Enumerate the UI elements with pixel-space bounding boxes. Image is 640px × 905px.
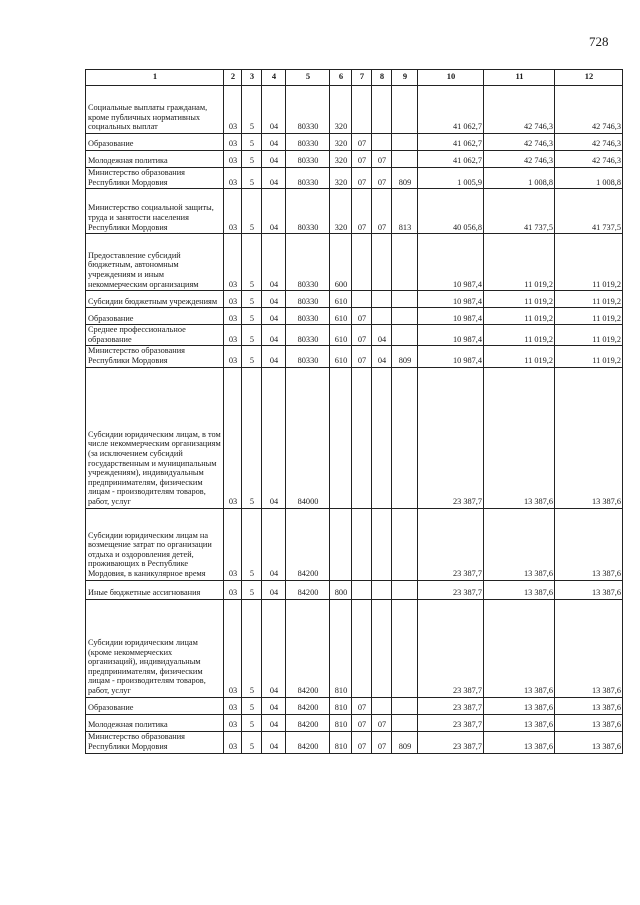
row-value-cell: 610 xyxy=(330,346,352,367)
row-value-cell: 5 xyxy=(242,346,262,367)
row-value-cell xyxy=(352,599,372,697)
row-value-cell: 80330 xyxy=(286,325,330,346)
row-value-cell: 11 019,2 xyxy=(484,234,555,291)
row-value-cell: 11 019,2 xyxy=(555,291,623,308)
row-value-cell: 80330 xyxy=(286,308,330,325)
row-value-cell: 11 019,2 xyxy=(555,325,623,346)
row-value-cell: 03 xyxy=(224,234,242,291)
row-value-cell: 809 xyxy=(392,168,418,189)
row-name-cell: Образование xyxy=(86,134,224,151)
row-value-cell: 07 xyxy=(352,731,372,753)
row-name-cell: Образование xyxy=(86,697,224,714)
row-value-cell: 1 008,8 xyxy=(484,168,555,189)
row-value-cell: 13 387,6 xyxy=(484,697,555,714)
column-header: 12 xyxy=(555,70,623,86)
row-value-cell: 07 xyxy=(372,168,392,189)
row-value-cell xyxy=(392,86,418,134)
row-value-cell: 810 xyxy=(330,714,352,731)
table-row xyxy=(86,168,623,189)
row-value-cell: 42 746,3 xyxy=(484,86,555,134)
row-value-cell: 04 xyxy=(262,325,286,346)
row-value-cell: 42 746,3 xyxy=(555,151,623,168)
row-value-cell xyxy=(392,580,418,599)
row-value-cell: 10 987,4 xyxy=(418,346,484,367)
table-row xyxy=(86,308,623,325)
row-value-cell: 5 xyxy=(242,580,262,599)
row-value-cell: 04 xyxy=(262,234,286,291)
row-value-cell xyxy=(372,86,392,134)
row-value-cell: 03 xyxy=(224,580,242,599)
row-value-cell: 42 746,3 xyxy=(484,134,555,151)
row-value-cell: 80330 xyxy=(286,346,330,367)
row-value-cell xyxy=(372,308,392,325)
row-value-cell: 11 019,2 xyxy=(484,308,555,325)
row-value-cell: 04 xyxy=(262,86,286,134)
column-header: 8 xyxy=(372,70,392,86)
row-value-cell: 04 xyxy=(372,346,392,367)
row-value-cell: 13 387,6 xyxy=(555,697,623,714)
row-value-cell: 320 xyxy=(330,151,352,168)
row-value-cell: 5 xyxy=(242,697,262,714)
row-value-cell: 03 xyxy=(224,599,242,697)
row-value-cell: 13 387,6 xyxy=(484,367,555,508)
row-value-cell: 07 xyxy=(352,325,372,346)
row-value-cell xyxy=(392,697,418,714)
row-value-cell: 23 387,7 xyxy=(418,580,484,599)
row-value-cell: 04 xyxy=(262,346,286,367)
row-value-cell: 07 xyxy=(352,346,372,367)
row-value-cell: 07 xyxy=(372,151,392,168)
row-value-cell xyxy=(372,599,392,697)
column-header: 5 xyxy=(286,70,330,86)
row-value-cell: 23 387,7 xyxy=(418,508,484,580)
row-value-cell: 03 xyxy=(224,168,242,189)
row-value-cell: 23 387,7 xyxy=(418,714,484,731)
row-name-cell: Субсидии юридическим лицам на возмещение затрат по организации отдыха и оздоровления детей, проживающих в Республике Мордовия, в каникулярное время xyxy=(86,508,224,580)
row-name-cell: Субсидии юридическим лицам (кроме некоммерческих организаций), индивидуальным предпринимателям, физическим лицам - производителям товаров, работ, услуг xyxy=(86,599,224,697)
column-header: 6 xyxy=(330,70,352,86)
row-value-cell: 11 019,2 xyxy=(555,346,623,367)
row-value-cell: 04 xyxy=(262,189,286,234)
row-value-cell xyxy=(392,325,418,346)
row-value-cell: 41 062,7 xyxy=(418,86,484,134)
row-value-cell: 04 xyxy=(262,291,286,308)
row-value-cell: 07 xyxy=(352,168,372,189)
row-value-cell: 80330 xyxy=(286,134,330,151)
row-value-cell: 84000 xyxy=(286,367,330,508)
row-value-cell: 80330 xyxy=(286,189,330,234)
row-value-cell: 11 019,2 xyxy=(484,325,555,346)
row-value-cell: 80330 xyxy=(286,168,330,189)
row-value-cell: 41 737,5 xyxy=(555,189,623,234)
row-value-cell xyxy=(392,151,418,168)
row-value-cell xyxy=(392,714,418,731)
row-value-cell: 13 387,6 xyxy=(484,731,555,753)
row-value-cell xyxy=(372,508,392,580)
table-row xyxy=(86,325,623,346)
row-value-cell: 04 xyxy=(262,731,286,753)
table-row xyxy=(86,580,623,599)
row-value-cell: 11 019,2 xyxy=(555,234,623,291)
row-value-cell xyxy=(392,599,418,697)
row-value-cell xyxy=(392,291,418,308)
table-row xyxy=(86,599,623,697)
row-value-cell: 03 xyxy=(224,308,242,325)
row-value-cell: 610 xyxy=(330,325,352,346)
row-value-cell: 810 xyxy=(330,697,352,714)
row-value-cell: 810 xyxy=(330,731,352,753)
row-value-cell xyxy=(372,580,392,599)
row-value-cell: 41 062,7 xyxy=(418,134,484,151)
row-value-cell xyxy=(330,367,352,508)
row-name-cell: Предоставление субсидий бюджетным, автономным учреждениям и иным некоммерческим организациям xyxy=(86,234,224,291)
row-value-cell: 809 xyxy=(392,346,418,367)
row-value-cell: 04 xyxy=(262,367,286,508)
row-value-cell xyxy=(352,580,372,599)
row-value-cell: 5 xyxy=(242,291,262,308)
row-value-cell: 10 987,4 xyxy=(418,308,484,325)
row-value-cell: 07 xyxy=(352,134,372,151)
row-value-cell: 23 387,7 xyxy=(418,599,484,697)
row-value-cell: 04 xyxy=(262,151,286,168)
column-header: 11 xyxy=(484,70,555,86)
table-row xyxy=(86,134,623,151)
column-header: 9 xyxy=(392,70,418,86)
row-name-cell: Министерство социальной защиты, труда и занятости населения Республики Мордовия xyxy=(86,189,224,234)
row-value-cell: 13 387,6 xyxy=(484,580,555,599)
row-value-cell: 80330 xyxy=(286,151,330,168)
row-value-cell xyxy=(352,508,372,580)
row-value-cell: 11 019,2 xyxy=(555,308,623,325)
table-row xyxy=(86,346,623,367)
row-value-cell: 813 xyxy=(392,189,418,234)
table-row xyxy=(86,508,623,580)
table-row xyxy=(86,151,623,168)
row-value-cell xyxy=(372,291,392,308)
column-header: 4 xyxy=(262,70,286,86)
row-value-cell: 04 xyxy=(262,599,286,697)
row-value-cell: 03 xyxy=(224,134,242,151)
table-row xyxy=(86,189,623,234)
row-name-cell: Молодежная политика xyxy=(86,151,224,168)
row-value-cell: 5 xyxy=(242,599,262,697)
row-value-cell xyxy=(372,697,392,714)
column-header: 3 xyxy=(242,70,262,86)
row-name-cell: Социальные выплаты гражданам, кроме публичных нормативных социальных выплат xyxy=(86,86,224,134)
row-value-cell: 03 xyxy=(224,367,242,508)
row-value-cell: 03 xyxy=(224,714,242,731)
row-value-cell xyxy=(352,234,372,291)
row-value-cell: 41 062,7 xyxy=(418,151,484,168)
row-value-cell: 04 xyxy=(262,697,286,714)
table-body xyxy=(86,86,623,754)
row-value-cell: 07 xyxy=(352,714,372,731)
row-value-cell: 5 xyxy=(242,508,262,580)
row-value-cell: 84200 xyxy=(286,697,330,714)
row-value-cell: 5 xyxy=(242,168,262,189)
row-value-cell xyxy=(392,134,418,151)
row-value-cell: 03 xyxy=(224,697,242,714)
row-value-cell xyxy=(392,508,418,580)
row-value-cell: 04 xyxy=(262,508,286,580)
row-value-cell: 13 387,6 xyxy=(484,508,555,580)
table-row xyxy=(86,731,623,753)
row-value-cell: 1 005,9 xyxy=(418,168,484,189)
row-value-cell xyxy=(392,367,418,508)
row-value-cell: 5 xyxy=(242,234,262,291)
row-value-cell: 13 387,6 xyxy=(555,580,623,599)
row-value-cell: 80330 xyxy=(286,234,330,291)
row-value-cell: 10 987,4 xyxy=(418,291,484,308)
row-value-cell: 04 xyxy=(262,168,286,189)
row-value-cell: 04 xyxy=(372,325,392,346)
row-value-cell: 03 xyxy=(224,151,242,168)
row-value-cell: 600 xyxy=(330,234,352,291)
row-value-cell: 11 019,2 xyxy=(484,291,555,308)
row-value-cell xyxy=(372,234,392,291)
row-value-cell: 84200 xyxy=(286,714,330,731)
row-value-cell: 07 xyxy=(372,714,392,731)
row-value-cell: 800 xyxy=(330,580,352,599)
row-value-cell xyxy=(330,508,352,580)
row-value-cell: 810 xyxy=(330,599,352,697)
row-value-cell: 13 387,6 xyxy=(555,714,623,731)
table-row xyxy=(86,291,623,308)
row-value-cell: 42 746,3 xyxy=(555,86,623,134)
row-value-cell: 5 xyxy=(242,731,262,753)
row-value-cell: 04 xyxy=(262,308,286,325)
row-value-cell: 84200 xyxy=(286,599,330,697)
row-value-cell xyxy=(352,291,372,308)
table-row xyxy=(86,367,623,508)
row-value-cell: 10 987,4 xyxy=(418,325,484,346)
row-value-cell xyxy=(372,367,392,508)
row-value-cell: 03 xyxy=(224,291,242,308)
row-value-cell: 5 xyxy=(242,189,262,234)
row-name-cell: Иные бюджетные ассигнования xyxy=(86,580,224,599)
row-value-cell: 04 xyxy=(262,134,286,151)
row-value-cell: 320 xyxy=(330,134,352,151)
row-value-cell: 10 987,4 xyxy=(418,234,484,291)
row-value-cell: 13 387,6 xyxy=(484,714,555,731)
row-value-cell: 84200 xyxy=(286,580,330,599)
row-value-cell: 13 387,6 xyxy=(555,599,623,697)
row-value-cell: 1 008,8 xyxy=(555,168,623,189)
row-value-cell: 80330 xyxy=(286,86,330,134)
row-value-cell: 23 387,7 xyxy=(418,731,484,753)
row-value-cell: 03 xyxy=(224,508,242,580)
column-header: 7 xyxy=(352,70,372,86)
row-value-cell xyxy=(372,134,392,151)
row-value-cell: 13 387,6 xyxy=(555,367,623,508)
row-value-cell: 5 xyxy=(242,367,262,508)
row-value-cell: 320 xyxy=(330,86,352,134)
row-value-cell: 07 xyxy=(372,731,392,753)
row-value-cell: 04 xyxy=(262,714,286,731)
row-value-cell: 5 xyxy=(242,714,262,731)
row-value-cell: 610 xyxy=(330,308,352,325)
budget-table xyxy=(85,69,623,754)
row-value-cell: 80330 xyxy=(286,291,330,308)
row-value-cell: 13 387,6 xyxy=(484,599,555,697)
table-row xyxy=(86,714,623,731)
row-value-cell: 07 xyxy=(372,189,392,234)
row-name-cell: Министерство образования Республики Мордовия xyxy=(86,346,224,367)
row-name-cell: Министерство образования Республики Мордовия xyxy=(86,731,224,753)
row-value-cell: 320 xyxy=(330,189,352,234)
row-value-cell: 07 xyxy=(352,308,372,325)
row-value-cell: 23 387,7 xyxy=(418,697,484,714)
column-header: 2 xyxy=(224,70,242,86)
row-value-cell: 84200 xyxy=(286,731,330,753)
row-value-cell: 04 xyxy=(262,580,286,599)
table-row xyxy=(86,86,623,134)
row-value-cell: 13 387,6 xyxy=(555,508,623,580)
row-value-cell: 5 xyxy=(242,325,262,346)
row-name-cell: Образование xyxy=(86,308,224,325)
row-name-cell: Министерство образования Республики Мордовия xyxy=(86,168,224,189)
row-value-cell: 42 746,3 xyxy=(555,134,623,151)
row-value-cell: 13 387,6 xyxy=(555,731,623,753)
table-row xyxy=(86,697,623,714)
row-name-cell: Субсидии юридическим лицам, в том числе некоммерческим организациям (за исключением субсидий государственным и муниципальным учреждениям), индивидуальным предпринимателям, физическим лицам - производителям товаров, работ, услуг xyxy=(86,367,224,508)
row-name-cell: Среднее профессиональное образование xyxy=(86,325,224,346)
row-value-cell: 610 xyxy=(330,291,352,308)
row-name-cell: Субсидии бюджетным учреждениям xyxy=(86,291,224,308)
row-value-cell: 809 xyxy=(392,731,418,753)
row-value-cell: 5 xyxy=(242,308,262,325)
row-value-cell xyxy=(392,308,418,325)
row-value-cell: 11 019,2 xyxy=(484,346,555,367)
row-value-cell: 03 xyxy=(224,86,242,134)
row-value-cell: 42 746,3 xyxy=(484,151,555,168)
row-value-cell: 320 xyxy=(330,168,352,189)
row-value-cell: 03 xyxy=(224,346,242,367)
column-header: 10 xyxy=(418,70,484,86)
row-value-cell: 07 xyxy=(352,151,372,168)
row-value-cell xyxy=(392,234,418,291)
row-value-cell: 23 387,7 xyxy=(418,367,484,508)
column-header: 1 xyxy=(86,70,224,86)
row-value-cell xyxy=(352,86,372,134)
row-value-cell: 41 737,5 xyxy=(484,189,555,234)
row-value-cell: 84200 xyxy=(286,508,330,580)
row-value-cell: 07 xyxy=(352,189,372,234)
row-value-cell: 07 xyxy=(352,697,372,714)
row-value-cell: 03 xyxy=(224,731,242,753)
row-value-cell: 5 xyxy=(242,151,262,168)
row-value-cell: 03 xyxy=(224,189,242,234)
row-value-cell: 40 056,8 xyxy=(418,189,484,234)
table-row xyxy=(86,234,623,291)
row-value-cell xyxy=(352,367,372,508)
row-value-cell: 5 xyxy=(242,86,262,134)
row-value-cell: 5 xyxy=(242,134,262,151)
header-row xyxy=(86,70,623,86)
page-number: 728 xyxy=(589,34,609,49)
row-name-cell: Молодежная политика xyxy=(86,714,224,731)
row-value-cell: 03 xyxy=(224,325,242,346)
